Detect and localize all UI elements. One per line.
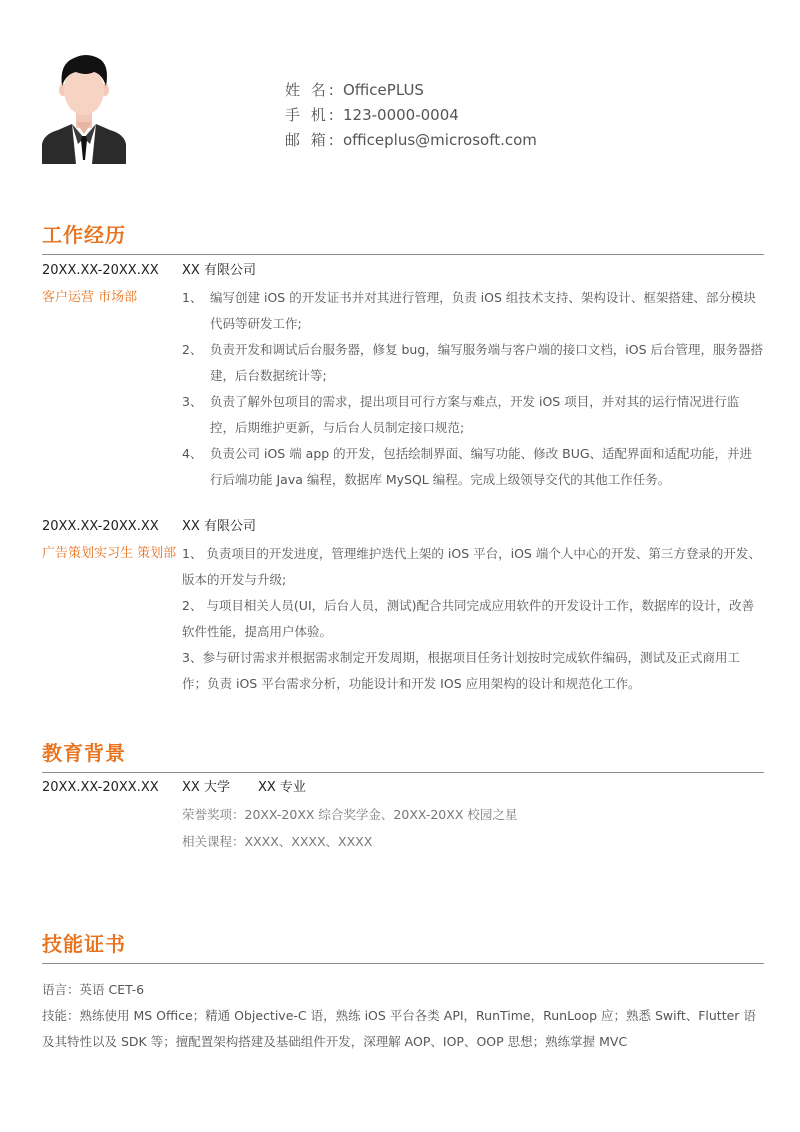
phone-row	[285, 103, 537, 128]
phone-label: 手 机:	[285, 106, 337, 124]
name-label: 姓 名:	[285, 81, 337, 99]
job-entry	[42, 517, 764, 697]
education-divider	[42, 772, 764, 773]
duty-text: 2、 与项目相关人员(UI，后台人员，测试)配合共同完成应用软件的开发设计工作，数据库的设计，改善软件性能，提高用户体验。	[182, 598, 755, 639]
education-section-title: 教育背景	[42, 741, 126, 765]
duty-text: 编写创建 iOS 的开发证书并对其进行管理，负责 iOS 组技术支持、架构设计、框架搭建、部分模块代码等研发工作;	[210, 290, 756, 331]
education-honors: 荣誉奖项：20XX-20XX 综合奖学金、20XX-20XX 校园之星	[182, 807, 518, 822]
skills-divider	[42, 963, 764, 964]
job-duties	[182, 285, 764, 493]
duty-item	[182, 285, 764, 337]
job-entry	[42, 261, 764, 493]
name-row	[285, 78, 537, 103]
duty-text: 3、参与研讨需求并根据需求制定开发周期，根据项目任务计划按时完成软件编码，测试及正式商用工作；负责 iOS 平台需求分析，功能设计和开发 IOS 应用架构的设计和规范化工作。	[182, 650, 740, 691]
job-duties	[182, 541, 764, 697]
education-date: 20XX.XX-20XX.XX	[42, 780, 159, 795]
job-company: XX 有限公司	[182, 519, 256, 534]
contact-info	[285, 78, 537, 153]
skills-tech: 技能：熟练使用 MS Office；精通 Objective-C 语，熟练 iOS 平台各类 API，RunTime，RunLoop 应；熟悉 Swift、Flutter 语及其特性以及 SDK 等；擅配置架构搭建及基础组件开发，深理解 AOP、IOP、OOP 思想；熟练掌握 MVC	[42, 1008, 756, 1049]
phone-value: 123-0000-0004	[343, 106, 459, 124]
job-date: 20XX.XX-20XX.XX	[42, 519, 159, 534]
work-section-title: 工作经历	[42, 223, 126, 247]
education-courses: 相关课程：XXXX、XXXX、XXXX	[182, 834, 373, 849]
duty-item	[182, 337, 764, 389]
duty-number: 4、	[182, 446, 203, 461]
education-school: XX 大学	[182, 780, 230, 795]
skills-content	[42, 977, 764, 1055]
duty-text: 负责开发和调试后台服务器，修复 bug，编写服务端与客户端的接口文档，iOS 后台管理，服务器搭建，后台数据统计等;	[210, 342, 763, 383]
email-label: 邮 箱:	[285, 131, 337, 149]
job-role: 客户运营 市场部	[42, 290, 138, 305]
education-major: XX 专业	[257, 780, 306, 795]
duty-number: 1、	[182, 290, 203, 305]
email-row	[285, 128, 537, 153]
avatar	[42, 52, 126, 164]
skills-section-title: 技能证书	[42, 932, 126, 956]
name-value: OfficePLUS	[343, 81, 424, 99]
duty-text: 负责公司 iOS 端 app 的开发，包括绘制界面、编写功能、修改 BUG、适配界面和适配功能，并进行后端功能 Java 编程，数据库 MySQL 编程。完成上级领导交代的其他工作任务。	[210, 446, 753, 487]
job-role: 广告策划实习生 策划部	[42, 546, 177, 561]
duty-number: 2、	[182, 342, 203, 357]
job-company: XX 有限公司	[182, 263, 256, 278]
work-divider	[42, 254, 764, 255]
education-entry	[42, 778, 764, 855]
duty-text: 1、 负责项目的开发进度，管理维护迭代上架的 iOS 平台，iOS 端个人中心的开发、第三方登录的开发、版本的开发与升级;	[182, 546, 761, 587]
person-avatar-icon	[42, 52, 126, 164]
skills-language: 语言：英语 CET-6	[42, 982, 145, 997]
duty-number: 3、	[182, 394, 203, 409]
job-date: 20XX.XX-20XX.XX	[42, 263, 159, 278]
duty-item	[182, 441, 764, 493]
duty-item	[182, 389, 764, 441]
email-value: officeplus@microsoft.com	[343, 131, 537, 149]
duty-text: 负责了解外包项目的需求，提出项目可行方案与难点，开发 iOS 项目，并对其的运行情况进行监控，后期维护更新，与后台人员制定接口规范;	[210, 394, 740, 435]
